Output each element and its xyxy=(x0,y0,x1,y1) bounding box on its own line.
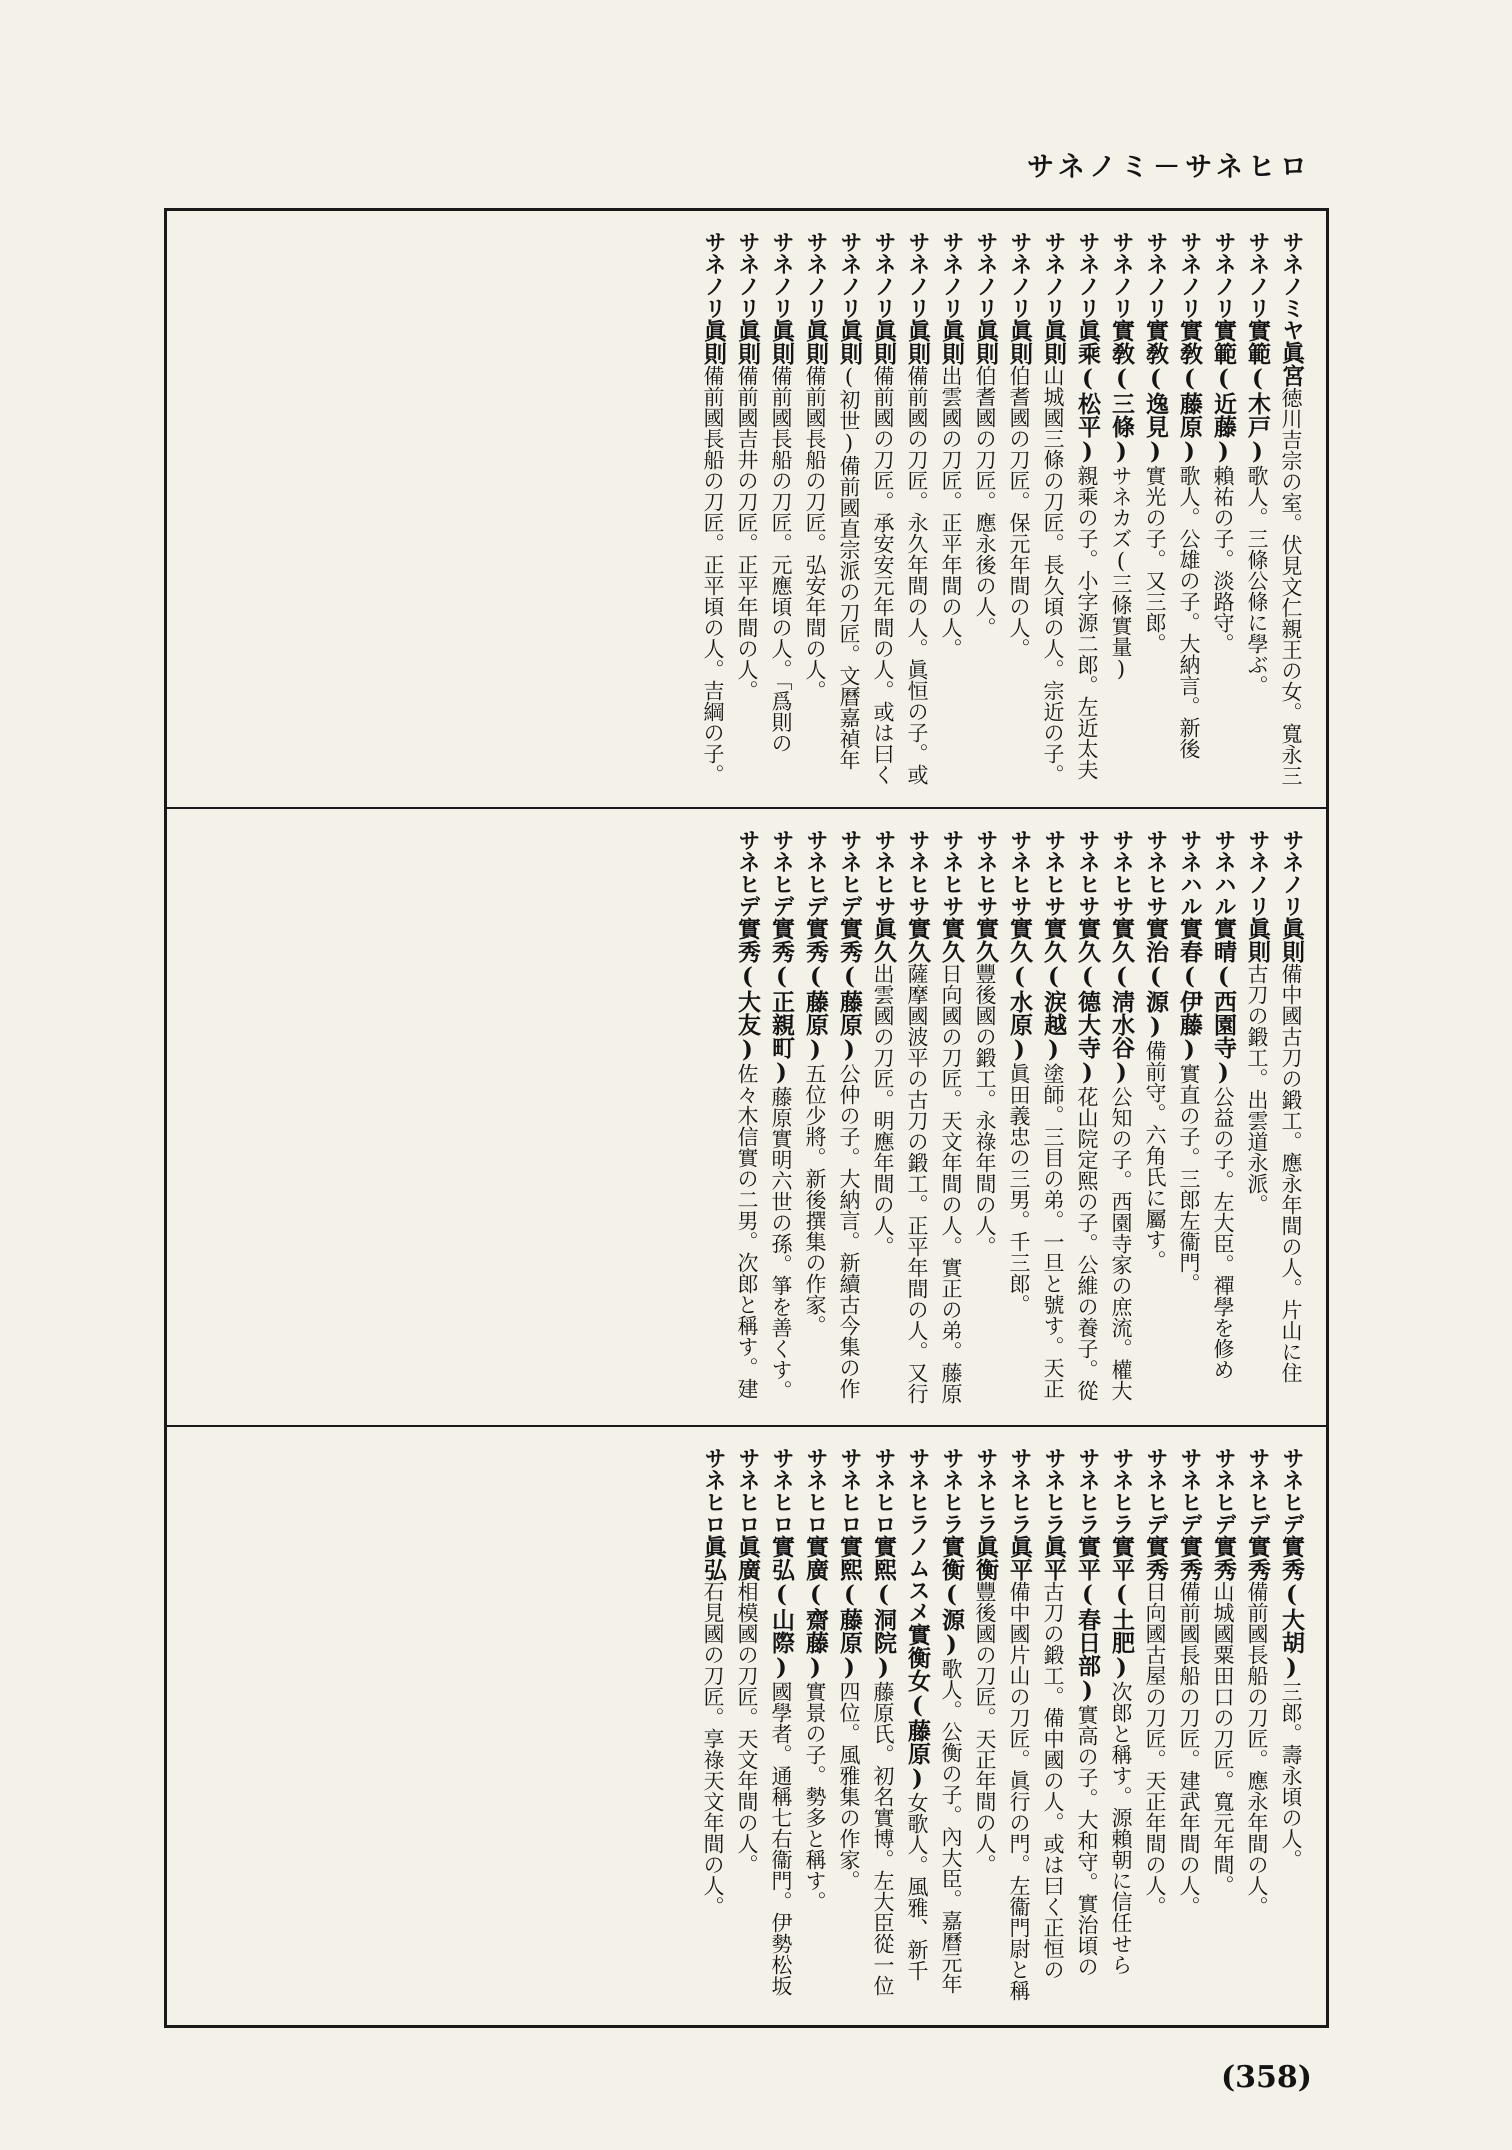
entry-reading: サネノリ xyxy=(735,231,760,319)
entry-reading: サネヒデ xyxy=(837,829,862,917)
entry-text: 國學者。通稱七右衞門。伊勢松坂 xyxy=(769,1681,793,1996)
entry-headword: 眞久 xyxy=(870,917,897,963)
entry-headword: 實久(淸水谷) xyxy=(1108,917,1135,1086)
entry-headword: 實敎(逸見) xyxy=(1142,319,1169,465)
dictionary-entry xyxy=(1036,829,1070,1407)
dictionary-entry xyxy=(968,829,1002,1407)
dictionary-entry xyxy=(832,231,866,789)
entry-reading: サネノリ xyxy=(939,231,964,319)
entry-headword: 眞則 xyxy=(938,319,965,365)
dictionary-entry xyxy=(1138,1447,1172,2007)
dictionary-entry xyxy=(730,829,764,1407)
entry-text: 親乘の子。小字源二郎。左近太夫 xyxy=(1075,465,1099,780)
entry-text: 女歌人。風雅、新千 xyxy=(905,1792,929,1981)
entry-headword: 眞則 xyxy=(1278,917,1305,963)
entry-text: 備前守。六角氏に屬す。 xyxy=(1143,1040,1167,1271)
dictionary-entry xyxy=(866,231,900,789)
entry-reading: サネノリ xyxy=(1245,829,1270,917)
entry-text: 花山院定熙の子。公維の養子。從 xyxy=(1075,1086,1099,1401)
dictionary-entry xyxy=(730,1447,764,2007)
entry-reading: サネヒデ xyxy=(1177,1447,1202,1535)
entry-reading: サネヒサ xyxy=(1041,829,1066,917)
entry-text: 相模國の刀匠。天文年間の人。 xyxy=(735,1581,759,1875)
dictionary-entry xyxy=(1002,829,1036,1407)
dictionary-entry xyxy=(798,231,832,789)
dictionary-entry xyxy=(1172,1447,1206,2007)
entry-text: 古刀の鍛工。出雲道永派。 xyxy=(1245,963,1269,1215)
entry-text: 徳川吉宗の室。伏見文仁親王の女。寬永三 xyxy=(1279,387,1303,786)
entry-reading: サネヒラ xyxy=(1007,1447,1032,1535)
entry-reading: サネヒロ xyxy=(735,1447,760,1535)
dictionary-entry xyxy=(968,231,1002,789)
entry-reading: サネヒロ xyxy=(803,1447,828,1535)
entry-headword: 實久 xyxy=(972,917,999,963)
entry-headword: 實晴(西園寺) xyxy=(1210,917,1237,1086)
entry-headword: 實秀 xyxy=(1210,1535,1237,1581)
dictionary-entry xyxy=(1240,829,1274,1407)
entry-reading: サネノリ xyxy=(871,231,896,319)
dictionary-entry xyxy=(764,1447,798,2007)
entry-headword: 實久(德大寺) xyxy=(1074,917,1101,1086)
dictionary-entry xyxy=(934,1447,968,2007)
entry-text: 實景の子。勢多と稱す。 xyxy=(803,1681,827,1912)
entry-reading: サネヒサ xyxy=(973,829,998,917)
entry-reading: サネヒラ xyxy=(939,1447,964,1535)
entry-reading: サネハル xyxy=(1211,829,1236,917)
entry-headword: 眞弘 xyxy=(700,1535,727,1581)
entry-reading: サネヒサ xyxy=(905,829,930,917)
entry-headword: 眞則 xyxy=(1006,319,1033,365)
entry-text: 備前國長船の刀匠。建武年間の人。 xyxy=(1177,1581,1201,1917)
entry-reading: サネヒサ xyxy=(1075,829,1100,917)
entry-headword: 實久 xyxy=(938,917,965,963)
entry-text: 備中國片山の刀匠。眞行の門。左衞門尉と稱 xyxy=(1007,1581,1031,2001)
entry-reading: サネヒロ xyxy=(769,1447,794,1535)
entry-text: 備前國の刀匠。承安安元年間の人。或は曰く xyxy=(871,365,895,785)
entry-headword: 實久(涙越) xyxy=(1040,917,1067,1063)
dictionary-entry xyxy=(1070,1447,1104,2007)
entry-text: 三郎。壽永頃の人。 xyxy=(1279,1681,1303,1870)
entry-headword: 眞則 xyxy=(1040,319,1067,365)
entries-section-top xyxy=(167,211,1326,809)
entry-headword: 實治(源) xyxy=(1142,917,1169,1040)
entry-text: 藤原實明六世の孫。箏を善くす。 xyxy=(769,1086,793,1401)
entry-headword: 實範(木戸) xyxy=(1244,319,1271,465)
entry-text: 公知の子。西園寺家の庶流。權大 xyxy=(1109,1086,1133,1401)
entry-reading: サネヒラ xyxy=(1041,1447,1066,1535)
entry-headword: 實秀(大胡) xyxy=(1278,1535,1305,1681)
entry-reading: サネノリ xyxy=(701,231,726,319)
dictionary-entry xyxy=(832,829,866,1407)
entries-section-bottom xyxy=(167,1427,1326,2025)
entry-headword: 眞則 xyxy=(870,319,897,365)
entry-text: 次郎と稱す。源賴朝に信任せら xyxy=(1109,1681,1133,1975)
entry-text: 歌人。公衡の子。內大臣。嘉曆元年 xyxy=(939,1658,963,1994)
dictionary-entry xyxy=(1138,231,1172,789)
entry-text: 實直の子。三郎左衞門。 xyxy=(1177,1063,1201,1294)
entry-headword: 眞則 xyxy=(904,319,931,365)
entry-headword: 眞則 xyxy=(700,319,727,365)
entry-reading: サネヒラ xyxy=(1075,1447,1100,1535)
entry-headword: 實熙(藤原) xyxy=(836,1535,863,1681)
dictionary-entry xyxy=(764,231,798,789)
entry-headword: 眞廣 xyxy=(734,1535,761,1581)
entry-headword: 眞則 xyxy=(836,319,863,365)
entry-reading: サネヒサ xyxy=(1109,829,1134,917)
entry-text: サネカズ(三條實量) xyxy=(1109,465,1133,681)
entry-text: 日向國古屋の刀匠。天正年間の人。 xyxy=(1143,1581,1167,1917)
dictionary-entry xyxy=(900,829,934,1407)
entry-headword: 實秀 xyxy=(1142,1535,1169,1581)
entry-reading: サネノリ xyxy=(973,231,998,319)
entry-text: 山城國三條の刀匠。長久頃の人。宗近の子。 xyxy=(1041,365,1065,785)
dictionary-entry xyxy=(1104,829,1138,1407)
dictionary-entry xyxy=(934,829,968,1407)
entry-reading: サネヒラ xyxy=(1109,1447,1134,1535)
entry-reading: サネヒロ xyxy=(871,1447,896,1535)
entry-reading: サネノリ xyxy=(1075,231,1100,319)
entry-reading: サネノリ xyxy=(905,231,930,319)
entry-headword: 眞乘(松平) xyxy=(1074,319,1101,465)
entry-headword: 實秀 xyxy=(1176,1535,1203,1581)
page-number: (358) xyxy=(1220,2060,1312,2095)
entry-reading: サネヒデ xyxy=(1143,1447,1168,1535)
entry-text: 備中國古刀の鍛工。應永年間の人。片山に住 xyxy=(1279,963,1303,1383)
dictionary-entry xyxy=(900,1447,934,2007)
dictionary-entry xyxy=(1172,829,1206,1407)
entry-reading: サネヒサ xyxy=(871,829,896,917)
entry-reading: サネノリ xyxy=(769,231,794,319)
entry-text: 伯耆國の刀匠。應永後の人。 xyxy=(973,365,997,638)
entry-headword: 眞則 xyxy=(1244,917,1271,963)
entry-text: 實高の子。大和守。實治頃の xyxy=(1075,1704,1099,1977)
entry-headword: 實平(春日部) xyxy=(1074,1535,1101,1704)
entry-headword: 眞平 xyxy=(1040,1535,1067,1581)
dictionary-entry xyxy=(1240,1447,1274,2007)
entry-text: 公益の子。左大臣。禪學を修め xyxy=(1211,1086,1235,1380)
dictionary-entry xyxy=(866,829,900,1407)
entry-text: 塗師。三目の弟。一旦と號す。天正 xyxy=(1041,1063,1065,1399)
entry-headword: 實弘(山際) xyxy=(768,1535,795,1681)
entry-headword: 實衡(源) xyxy=(938,1535,965,1658)
entry-headword: 實範(近藤) xyxy=(1210,319,1237,465)
entry-headword: 實久(水原) xyxy=(1006,917,1033,1063)
entry-reading: サネハル xyxy=(1177,829,1202,917)
entry-reading: サネノリ xyxy=(803,231,828,319)
entry-text: (初世)備前國直宗派の刀匠。文曆嘉禎年 xyxy=(837,365,861,770)
entry-headword: 眞則 xyxy=(802,319,829,365)
dictionary-entry xyxy=(1070,231,1104,789)
entry-text: 豐後國の刀匠。天正年間の人。 xyxy=(973,1581,997,1875)
entry-text: 出雲國の刀匠。明應年間の人。 xyxy=(871,963,895,1257)
entry-reading: サネヒサ xyxy=(1143,829,1168,917)
entries-section-middle xyxy=(167,809,1326,1427)
dictionary-entry xyxy=(1206,231,1240,789)
dictionary-frame xyxy=(164,208,1329,2028)
dictionary-entry xyxy=(866,1447,900,2007)
entry-reading: サネノリ xyxy=(1109,231,1134,319)
entry-headword: 眞平 xyxy=(1006,1535,1033,1581)
dictionary-entry xyxy=(1070,829,1104,1407)
dictionary-entry xyxy=(1206,829,1240,1407)
entry-reading: サネノリ xyxy=(1143,231,1168,319)
entry-headword: 實久 xyxy=(904,917,931,963)
entry-reading: サネノリ xyxy=(837,231,862,319)
entry-headword: 實衡女(藤原) xyxy=(904,1623,931,1792)
entry-reading: サネノリ xyxy=(1041,231,1066,319)
dictionary-entry xyxy=(696,1447,730,2007)
entry-text: 豐後國の鍛工。永祿年間の人。 xyxy=(973,963,997,1257)
entry-headword: 實秀(藤原) xyxy=(802,917,829,1063)
dictionary-entry xyxy=(1172,231,1206,789)
dictionary-entry xyxy=(1002,1447,1036,2007)
entry-headword: 眞衡 xyxy=(972,1535,999,1581)
entry-headword: 實秀(大友) xyxy=(734,917,761,1063)
dictionary-entry xyxy=(1036,1447,1070,2007)
entry-reading: サネノリ xyxy=(1211,231,1236,319)
entry-text: 備前國長船の刀匠。弘安年間の人。 xyxy=(803,365,827,701)
entry-headword: 眞則 xyxy=(972,319,999,365)
dictionary-entry xyxy=(696,231,730,789)
entry-reading: サネヒロ xyxy=(701,1447,726,1535)
dictionary-entry xyxy=(798,829,832,1407)
entry-text: 石見國の刀匠。享祿天文年間の人。 xyxy=(701,1581,725,1917)
entry-text: 五位少將。新後撰集の作家。 xyxy=(803,1063,827,1336)
dictionary-entry xyxy=(832,1447,866,2007)
entry-text: 備前國長船の刀匠。元應頃の人。「爲則の xyxy=(769,365,793,754)
entry-reading: サネヒデ xyxy=(769,829,794,917)
entry-text: 備前國長船の刀匠。應永年間の人。 xyxy=(1245,1581,1269,1917)
entry-text: 公仲の子。大納言。新續古今集の作 xyxy=(837,1063,861,1399)
entry-text: 賴祐の子。淡路守。 xyxy=(1211,465,1235,654)
entry-text: 歌人。公雄の子。大納言。新後 xyxy=(1177,465,1201,759)
entry-reading: サネヒラノムスメ xyxy=(905,1447,930,1623)
entry-text: 佐々木信實の二男。次郎と稱す。建 xyxy=(735,1063,759,1399)
entry-reading: サネヒデ xyxy=(1279,1447,1304,1535)
entry-text: 四位。風雅集の作家。 xyxy=(837,1681,861,1891)
dictionary-entry xyxy=(1274,1447,1308,2007)
entry-reading: サネヒデ xyxy=(1245,1447,1270,1535)
dictionary-entry xyxy=(798,1447,832,2007)
dictionary-entry xyxy=(1206,1447,1240,2007)
entry-reading: サネヒサ xyxy=(1007,829,1032,917)
dictionary-entry xyxy=(1104,231,1138,789)
entry-text: 古刀の鍛工。備中國の人。或は曰く正恒の xyxy=(1041,1581,1065,1980)
entry-headword: 實春(伊藤) xyxy=(1176,917,1203,1063)
entry-text: 伯耆國の刀匠。保元年間の人。 xyxy=(1007,365,1031,659)
entry-text: 歌人。三條公條に學ぶ。 xyxy=(1245,465,1269,696)
entry-headword: 實敎(藤原) xyxy=(1176,319,1203,465)
entry-reading: サネノリ xyxy=(1245,231,1270,319)
entry-reading: サネヒデ xyxy=(803,829,828,917)
dictionary-entry xyxy=(900,231,934,789)
entry-headword: 眞宮 xyxy=(1278,341,1305,387)
entry-text: 備前國吉井の刀匠。正平年間の人。 xyxy=(735,365,759,701)
entry-reading: サネヒラ xyxy=(973,1447,998,1535)
entry-reading: サネヒデ xyxy=(735,829,760,917)
entry-text: 日向國の刀匠。天文年間の人。實正の弟。藤原 xyxy=(939,963,963,1404)
dictionary-entry xyxy=(1240,231,1274,789)
entry-headword: 眞則 xyxy=(734,319,761,365)
dictionary-entry xyxy=(730,231,764,789)
dictionary-entry xyxy=(1138,829,1172,1407)
dictionary-entry xyxy=(1002,231,1036,789)
entry-reading: サネヒデ xyxy=(1211,1447,1236,1535)
entry-text: 備前國の刀匠。永久年間の人。眞恒の子。或 xyxy=(905,365,929,785)
dictionary-entry xyxy=(968,1447,1002,2007)
entry-text: 薩摩國波平の古刀の鍛工。正平年間の人。又行 xyxy=(905,963,929,1404)
entry-headword: 實秀(正親町) xyxy=(768,917,795,1086)
dictionary-entry xyxy=(1274,231,1308,789)
running-header: サネノミ－サネヒロ xyxy=(1026,152,1312,183)
entry-text: 備前國長船の刀匠。正平頃の人。吉綱の子。 xyxy=(701,365,725,785)
dictionary-entry xyxy=(1274,829,1308,1407)
entry-headword: 實秀 xyxy=(1244,1535,1271,1581)
entry-headword: 眞則 xyxy=(768,319,795,365)
entry-reading: サネノリ xyxy=(1007,231,1032,319)
entry-text: 眞田義忠の三男。千三郎。 xyxy=(1007,1063,1031,1315)
dictionary-entry xyxy=(1036,231,1070,789)
entry-headword: 實熙(洞院) xyxy=(870,1535,897,1681)
entry-text: 實光の子。又三郎。 xyxy=(1143,465,1167,654)
entry-headword: 實秀(藤原) xyxy=(836,917,863,1063)
dictionary-entry xyxy=(934,231,968,789)
entry-reading: サネノリ xyxy=(1279,829,1304,917)
entry-headword: 實敎(三條) xyxy=(1108,319,1135,465)
entry-text: 出雲國の刀匠。正平年間の人。 xyxy=(939,365,963,659)
entry-headword: 實平(土肥) xyxy=(1108,1535,1135,1681)
dictionary-entry xyxy=(1104,1447,1138,2007)
dictionary-entry xyxy=(764,829,798,1407)
entry-reading: サネヒロ xyxy=(837,1447,862,1535)
entry-reading: サネノミヤ xyxy=(1279,231,1304,341)
entry-text: 山城國粟田口の刀匠。寬元年間。 xyxy=(1211,1581,1235,1896)
entry-headword: 實廣(齋藤) xyxy=(802,1535,829,1681)
entry-reading: サネノリ xyxy=(1177,231,1202,319)
entry-reading: サネヒサ xyxy=(939,829,964,917)
entry-text: 藤原氏。初名實博。左大臣從一位 xyxy=(871,1681,895,1996)
